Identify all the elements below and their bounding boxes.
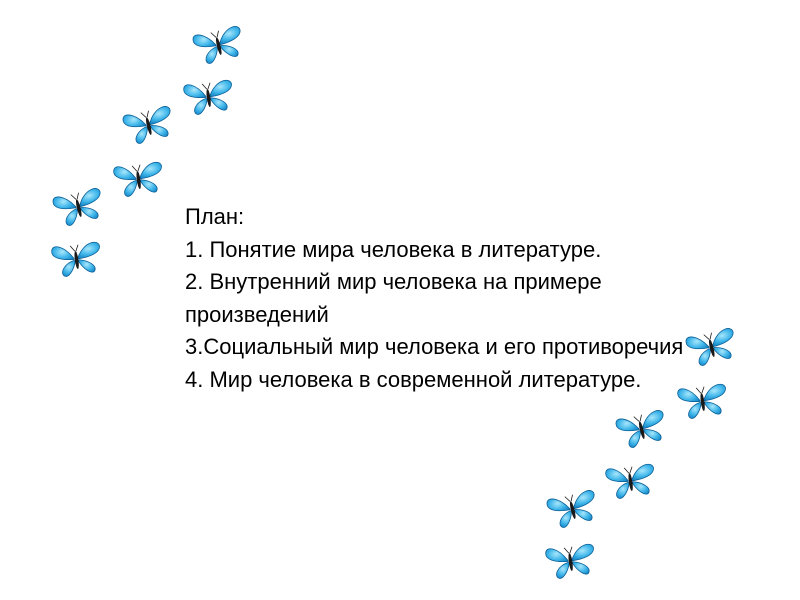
plan-item: 2. Внутренний мир человека на примере произведений <box>185 269 608 327</box>
plan-text-block <box>185 201 725 396</box>
butterfly-icon <box>542 484 604 534</box>
butterfly-icon <box>542 538 601 583</box>
butterfly-icon <box>110 156 169 201</box>
butterfly-icon <box>188 20 250 70</box>
plan-item: 4. Мир человека в современной литературе. <box>185 366 642 392</box>
plan-item: 3.Социальный мир человека и его противоречия <box>185 334 684 359</box>
butterfly-icon <box>611 404 673 454</box>
butterfly-icon <box>180 74 239 119</box>
plan-item: 1. Понятие мира человека в литературе. <box>185 236 602 262</box>
butterfly-icon <box>118 100 180 150</box>
plan-title: План: <box>185 204 245 229</box>
butterfly-icon <box>48 236 107 281</box>
butterfly-icon <box>48 182 110 232</box>
butterfly-icon <box>602 458 661 503</box>
